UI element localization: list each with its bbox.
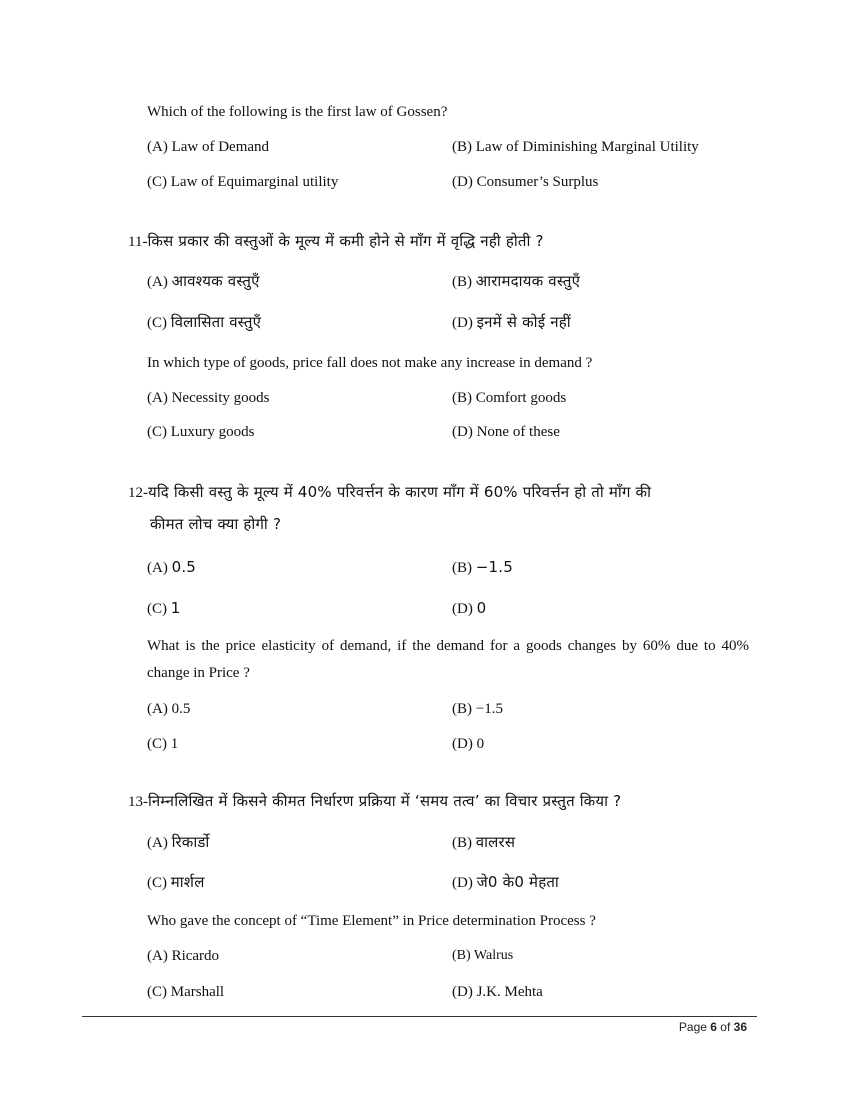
- q12-option-b-hi: [452, 557, 513, 578]
- q12-question-hi-line2: [150, 513, 281, 536]
- q10-option-b-en: (B) Law of Diminishing Marginal Utility: [452, 139, 699, 155]
- q13-option-c-en: (C) Marshall: [147, 984, 225, 1000]
- q11-option-b-hi-text: आरामदायक वस्तुएँ: [475, 272, 581, 290]
- q13-option-b-hi-text: वालरस: [475, 833, 516, 851]
- q13-number: 13-: [128, 794, 148, 810]
- q11-question-hi: [128, 230, 544, 253]
- page-number-current: 6: [710, 1020, 717, 1034]
- q12-option-c-en: (C) 1: [147, 736, 179, 752]
- q12-option-c-hi: [147, 598, 181, 619]
- q11-option-a-hi-text: आवश्यक वस्तुएँ: [171, 272, 260, 290]
- q11-option-d-hi-text: इनमें से कोई नहीं: [476, 313, 571, 331]
- q12-number: 12-: [128, 485, 148, 501]
- q11-option-d-hi: [452, 312, 571, 333]
- q11-option-a-hi-prefix: (A): [147, 274, 172, 290]
- q13-option-c-hi-text: मार्शल: [170, 873, 205, 891]
- q11-option-a-en: (A) Necessity goods: [147, 390, 270, 406]
- q12-option-a-en: (A) 0.5: [147, 701, 191, 717]
- q13-question-hi-text: निम्नलिखित में किसने कीमत निर्धारण प्रक्रिया में ‘समय तत्व’ का विचार प्रस्तुत किया ?: [148, 792, 622, 810]
- q13-option-d-en: (D) J.K. Mehta: [452, 984, 543, 1000]
- q13-option-c-hi: [147, 872, 205, 893]
- q13-question-hi: [128, 790, 621, 813]
- q11-option-c-hi: [147, 312, 261, 333]
- q10-question-en: Which of the following is the first law of Gossen?: [147, 104, 448, 120]
- q13-option-d-hi: [452, 872, 559, 893]
- page-number: [679, 1020, 747, 1034]
- q11-number: 11-: [128, 234, 148, 250]
- page-number-total: 36: [733, 1020, 747, 1034]
- q12-option-d-hi: [452, 598, 486, 619]
- q12-option-a-hi-text: 0.5: [171, 558, 197, 576]
- q13-option-a-hi: [147, 832, 210, 853]
- q10-option-d-en: (D) Consumer’s Surplus: [452, 174, 599, 190]
- q11-option-a-hi: [147, 271, 260, 292]
- q12-question-hi-line2-text: कीमत लोच क्या होगी ?: [150, 515, 282, 533]
- q12-option-d-hi-prefix: (D): [452, 601, 477, 617]
- q11-option-b-hi-prefix: (B): [452, 274, 476, 290]
- q11-question-hi-text: किस प्रकार की वस्तुओं के मूल्य में कमी होने से माँग में वृद्धि नही होती ?: [147, 232, 544, 250]
- q13-option-a-hi-text: रिकार्डो: [171, 833, 210, 851]
- q11-question-en: In which type of goods, price fall does not make any increase in demand ?: [147, 355, 593, 371]
- q11-option-c-en: (C) Luxury goods: [147, 424, 255, 440]
- q13-option-b-en: (B) Walrus: [452, 948, 514, 963]
- q12-option-b-hi-prefix: (B): [452, 560, 476, 576]
- q10-option-c-en: (C) Law of Equimarginal utility: [147, 174, 339, 190]
- q13-option-c-hi-prefix: (C): [147, 875, 171, 891]
- footer-divider: [82, 1016, 757, 1017]
- q12-option-a-hi-prefix: (A): [147, 560, 172, 576]
- q12-option-b-hi-text: −1.5: [475, 558, 513, 576]
- q13-option-b-hi: [452, 832, 515, 853]
- q13-option-d-hi-prefix: (D): [452, 875, 477, 891]
- q12-option-c-hi-text: 1: [170, 599, 181, 617]
- page-number-middle: of: [716, 1020, 734, 1034]
- q12-option-c-hi-prefix: (C): [147, 601, 171, 617]
- q13-option-a-hi-prefix: (A): [147, 835, 172, 851]
- q12-option-a-hi: [147, 557, 196, 578]
- q13-question-en: Who gave the concept of “Time Element” in Price determination Process ?: [147, 913, 596, 929]
- q11-option-b-hi: [452, 271, 580, 292]
- q13-option-b-hi-prefix: (B): [452, 835, 476, 851]
- q11-option-d-en: (D) None of these: [452, 424, 560, 440]
- q12-question-en-line2: change in Price ?: [147, 665, 250, 681]
- q11-option-d-hi-prefix: (D): [452, 315, 477, 331]
- page-number-prefix: Page: [678, 1020, 711, 1034]
- q13-option-d-hi-text: जे0 के0 मेहता: [476, 873, 560, 891]
- q12-option-b-en: (B) −1.5: [452, 701, 503, 717]
- q11-option-c-hi-prefix: (C): [147, 315, 171, 331]
- q12-question-en-line1: What is the price elasticity of demand, if the demand for a goods changes by 60% due to 40%: [147, 638, 749, 654]
- q12-question-hi-line1: [128, 481, 651, 504]
- q10-option-a-en: (A) Law of Demand: [147, 139, 270, 155]
- q13-option-a-en: (A) Ricardo: [147, 948, 220, 964]
- q12-option-d-hi-text: 0: [476, 599, 487, 617]
- q12-question-hi-line1-text: यदि किसी वस्तु के मूल्य में 40% परिवर्त्तन के कारण माँग में 60% परिवर्त्तन हो तो माँग की: [148, 483, 652, 501]
- q11-option-c-hi-text: विलासिता वस्तुएँ: [170, 313, 262, 331]
- q12-option-d-en: (D) 0: [452, 736, 485, 752]
- q11-option-b-en: (B) Comfort goods: [452, 390, 567, 406]
